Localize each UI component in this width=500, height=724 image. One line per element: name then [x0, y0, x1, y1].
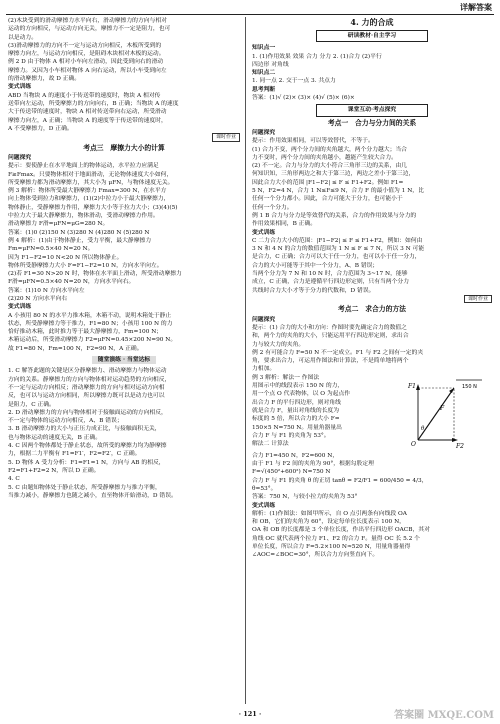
label-theta: θ — [421, 425, 425, 432]
text-line: 物体所受静摩擦力大小 F=F1−F2=10 N，方向水平向左。 — [8, 262, 163, 269]
text-line: 合力的大小可能等于其中一个分力，A、B 错误； — [252, 262, 379, 269]
practice-line: 3. B 滑动摩擦力的大小与正压力成正比，与接触面积无关， — [8, 426, 161, 433]
text-line: 木箱运动后，所受滑动摩擦力 F2=μFN=0.45×200 N=90 N。 — [8, 337, 177, 344]
label-f2: F2 — [456, 442, 464, 450]
text-line: 1. (1)作用效果 效果 合力 分力 2. (1)合力 (2)平行 — [252, 53, 382, 60]
text-line: 因此合力大小的范围 |F1−F2| ≤ F ≤ F1+F2。例如 F1= — [252, 179, 404, 186]
text-line: 合力 F1=450 N，F2=600 N， — [252, 452, 339, 459]
practice-line: 1. C 解答此题的关键是区分静摩擦力、滑动摩擦力与物体运动 — [8, 368, 167, 375]
variant-training-heading: 变式训练 — [252, 502, 276, 509]
text-line: 和 OB，它们的夹角为 60°，设定每单位长度表示 100 N， — [252, 519, 405, 526]
boxed-heading-class: 课堂互动·考点探究 — [316, 104, 428, 116]
text-line: F=√(450²+600²) N=750 N — [252, 469, 331, 476]
text-line: 150×5 N=750 N。用量角器量出 — [252, 424, 342, 431]
text-line: (2) 不一定。合力与分力的大小符合三角形三边的关系，由几 — [252, 163, 407, 170]
text-line: 状态，所受静摩擦力等于推力，F1=80 N；小孩用 100 N 的力 — [8, 320, 173, 327]
right-column — [252, 17, 492, 704]
scale-label: 150 N — [462, 383, 477, 390]
text-line: C 二力合力大小的范围：|F1−F2| ≤ F ≤ F1+F2，例如：如何由 — [252, 237, 423, 244]
practice-line: 4. C — [8, 476, 20, 483]
text-line: 答案：750 N，与较小拉力的夹角为 53° — [252, 494, 358, 501]
practice-line: 5. D 物体 A 受力分析：F1=F1=1 N，方向与 AB 的相反， — [8, 459, 165, 466]
text-line: A 不受摩擦力，D 正确。 — [8, 125, 73, 132]
text-line: Fm=μFN=0.5×40 N=20 N。 — [8, 246, 94, 253]
practice-line: 不一定与运动方向相反；滑动摩擦力的方向与相对运动方向相 — [8, 384, 165, 391]
text-line: 标度的 5 倍，所以合力的大小 F= — [252, 416, 340, 423]
text-line: 以是动力。 — [8, 34, 37, 41]
text-line: 物体静止，受静摩擦力作用，摩擦力大小等于拉力大小；(3)(4)(5) — [8, 204, 178, 211]
text-line: 向上物体受到拉力和摩擦力，(1)(2)中拉力小于最大静摩擦力， — [8, 196, 170, 203]
text-line: 答案：(1)0 (2)150 N (3)280 N (4)280 N (5)280 N — [8, 229, 150, 236]
text-line: 5 N，F2=4 N，合力 1 N≤F≤9 N，合力 F 的最小值为 1 N，比 — [252, 188, 424, 195]
header-label: 详解答案 — [460, 2, 492, 12]
text-line: 共线时合力大小才等于分力的代数和，D 错误。 — [252, 287, 375, 294]
text-line: 大于传送带的速度时，物块 A 相对传送带向右运动，所受滑动 — [8, 109, 167, 116]
header-rule — [6, 14, 494, 15]
text-line: 例 2 有可能合力 F=50 N 不一定成立。F1 与 F2 之间有一定的夹 — [252, 349, 424, 356]
practice-line: 也与物体运动的速度无关，B 正确。 — [8, 434, 102, 441]
variant-training-heading: 变式训练 — [8, 304, 32, 311]
think-judge-heading: 思考判断 — [252, 86, 276, 93]
text-line: A 小孩用 80 N 的水平力推木箱，木箱不动，说明木箱处于静止 — [8, 312, 172, 319]
text-line: 任何一个分力。 — [252, 204, 293, 211]
text-line: 角，要求出合力，可运用作图法和计算法，不是简单地将两个 — [252, 358, 409, 365]
text-line: 例 1 B 合力与分力是等效替代的关系，合力的作用效果与分力的 — [252, 212, 417, 219]
text-line: (2)20 N 方向水平向右 — [8, 296, 68, 302]
text-line: ABD 当物块 A 的速度小于传送带的速度时，物块 A 相对传 — [8, 92, 161, 99]
label-o: O — [411, 440, 416, 448]
practice-line: 5. C 由题知物体处于静止状态，所受静摩擦力与推力平衡， — [8, 484, 161, 491]
text-line: 由于 F1 与 F2 间的夹角为 90°，根据勾股定理 — [252, 461, 374, 468]
text-line: 成立，C 正确，合力是遵循平行四边形定则，只有当两个分力 — [252, 279, 409, 286]
example3-with-figure — [252, 374, 492, 452]
arrowhead — [416, 384, 420, 390]
text-line: 答案：(1)10 N 方向水平向左 — [8, 287, 85, 294]
variant-training-heading: 变式训练 — [8, 84, 32, 91]
text-line: θ=53°。 — [252, 485, 277, 492]
homework-tag: 课时作业 — [464, 295, 492, 304]
think-answer: 答案：(1)√ (2)× (3)× (4)√ (5)× (6)× — [252, 95, 355, 102]
text-line: 四边形 对角线 — [252, 61, 289, 68]
text-line: 出合力 F 的平行四边形，则对角线 — [252, 399, 341, 406]
homework-tag: 课时作业 — [212, 133, 240, 142]
force-parallelogram-figure — [396, 374, 486, 450]
text-line: 摩擦力向左，与运动方向相反，是阻碍木块相对木板的运动。 — [8, 51, 165, 58]
practice-line: 力，根据二力平衡有 F1=F1′，F2=F2′，C 正确。 — [8, 451, 141, 458]
page-number: · 121 · — [238, 710, 262, 718]
text-line: 摩擦力向左，A 正确；当物块 A 的速度等于传送带的速度时， — [8, 117, 167, 124]
text-line: 例 2 D 由于物体 A 相对小车向左滑动，因此受到向右的滑动 — [8, 59, 164, 66]
text-line: 故 F1=80 N，Fm=100 N，F2=90 N，A 正确。 — [8, 345, 143, 352]
knowledge-point-heading: 知识点二 — [252, 70, 276, 77]
practice-line: 2. D 滑动摩擦力的方向与物体相对于接触面运动的方向相反， — [8, 409, 167, 416]
resultant-force-arrow — [418, 388, 454, 440]
text-line: 1. 同一点 2. 交于一点 3. 共点力 — [252, 78, 336, 85]
boxed-heading-study: 研读教材·自主学习 — [316, 30, 428, 42]
text-line: 角线 OC 就代表两个拉力 F1、F2 的合力 F。量得 OC 长 5.2 个 — [252, 535, 420, 542]
text-line: 作用效果相同，B 正确。 — [252, 221, 317, 228]
text-line: 是合力，C 正确；合力可以大于任一分力，也可以小于任一分力， — [252, 254, 421, 261]
text-line: 所受摩擦力都为滑动摩擦力，其大小为 μFN，与物体速度无关。 — [8, 179, 174, 186]
text-line: (2)木块受到的滑动摩擦力水平向右，滑动摩擦力的方向与相对 — [8, 18, 167, 24]
text-line: 何知识知，三角形两边之和大于第三边，两边之差小于第三边， — [252, 171, 415, 178]
text-line: 恰好推动木箱，此时推力等于最大静摩擦力，Fm=100 N； — [8, 329, 163, 336]
text-line: 用图示中的线段表示 150 N 的力， — [252, 383, 344, 390]
text-line: 例 3 解析：物体所受最大静摩擦力 Fmax=300 N，在水平方 — [8, 188, 167, 195]
practice-line: 当推力减小，静摩擦力也随之减小，直至物体开始滑动，D 错误。 — [8, 492, 177, 499]
practice-line: F2=F1+F2=2 N，所以 D 正确。 — [8, 467, 100, 474]
text-line: 3 N 和 4 N 的合力的数值范围为 1 N ≤ F ≤ 7 N，所以 3 N 可能 — [252, 246, 425, 253]
chapter-title: 4. 力的合成 — [350, 17, 394, 27]
text-line: OA 和 OB 的长度都是 3 个单位长度，作出平行四边形 OACB，其对 — [252, 527, 430, 534]
text-line: 提示：(1) 合力的大小和方向：作图时要先确定合力的数值之 — [252, 325, 407, 331]
text-line: 因为 F1−F2=10 N<20 N 所以物体静止。 — [8, 254, 123, 261]
text-line: 提示：作用效果相同，可以等效替代，不等于。 — [252, 138, 374, 145]
practice-line: 反，也可以与运动方向相同，所以摩擦力既可以是动力也可以 — [8, 393, 165, 400]
text-line: 合力 F 与 F1 的夹角 θ 的正切 tanθ = F2/F1 = 600/450 = 4/3， — [252, 477, 428, 484]
label-f: F — [440, 404, 445, 412]
inquiry-heading: 问题探究 — [252, 316, 276, 323]
inquiry-heading: 问题探究 — [252, 129, 276, 136]
text-line: 中拉力大于最大静摩擦力，物体滑动，受滑动摩擦力作用。 — [8, 213, 159, 220]
text-line: 送带向左运动，所受摩擦力的方向向右，B 正确；当物块 A 的速度 — [8, 100, 179, 107]
text-line: 当两个分力为 7 N 和 10 N 时，合力范围为 3~17 N，能够 — [252, 271, 408, 278]
text-line: 单位长度，所以合力 F=5.2×100 N≈520 N，用量角器量得 — [252, 544, 411, 551]
section-heading-kp2: 考点二 求合力的方法 — [338, 305, 406, 314]
text-line: 例 3 解析：解法一 作图法 — [252, 374, 320, 381]
text-line: 解析：(1)作图法：如图甲所示，自 O 点引两条有向线段 OA — [252, 510, 407, 517]
practice-line: 是阻力，C 正确。 — [8, 401, 55, 408]
text-line: 摩擦力。又因为小车相对物体 A 向右运动，所以小车受到向左 — [8, 67, 167, 74]
label-f1: F1 — [408, 382, 416, 390]
variant-training-heading: 变式训练 — [252, 229, 276, 236]
text-line: (1) 合力不变，两个分力间的夹角越大，两个分力越大；当合 — [252, 146, 407, 153]
text-line: (2)若 F1=30 N>20 N 时，物体在水平面上滑动，所受滑动摩擦力 — [8, 271, 182, 278]
text-line: 和，两个力的夹角的大小，只能运用平行四边形定则，求出合 — [252, 333, 409, 340]
inquiry-heading: 问题探究 — [8, 154, 32, 161]
left-column — [8, 17, 240, 704]
text-line: F≥Fmax。只要物体相对于地面滑动，无论物体速度大小如何， — [8, 171, 173, 178]
practice-heading: 随堂演练 · 当堂达标 — [92, 356, 156, 364]
text-line: 滑动摩擦力 F滑=μFN=μG=280 N。 — [8, 221, 109, 228]
text-line: F滑=μFN=0.5×40 N=20 N，方向水平向右。 — [8, 279, 135, 286]
left-intro — [8, 17, 240, 83]
text-line: 用一个点 O 代表物体，以 O 为起点作 — [252, 391, 351, 398]
text-line: 的滑动摩擦力，故 D 正确。 — [8, 76, 81, 83]
text-line: 合力 F 与 F1 的夹角为 53°。 — [252, 432, 330, 439]
text-line: 就是合力 F，量出对角线的长度为 — [252, 407, 340, 414]
practice-line: 不一定与物体的运动方向相反，A、B 错误； — [8, 418, 123, 425]
practice-line: 方向的关系。静摩擦力的方向与物体相对运动趋势的方向相反， — [8, 376, 171, 383]
text-line: 运动的方向相反，与运动方向无关，摩擦力不一定是阻力，也可 — [8, 26, 171, 33]
arrowhead — [452, 438, 458, 442]
section-heading-kp3: 考点三 摩擦力大小的计算 — [83, 143, 165, 152]
text-line: 解法二 计算法 — [252, 441, 289, 448]
text-line: 任何一个分力都小。因此，合力可能大于分力，也可能小于 — [252, 196, 403, 203]
section-heading-kp1: 考点一 合力与分力间的关系 — [327, 118, 417, 127]
text-line: 力相加。 — [252, 366, 276, 373]
text-line: (3)滑动摩擦力的方向不一定与运动方向相反，木板所受到的 — [8, 42, 162, 49]
text-line: ∠AOC=∠BOC=30°，所以合力方向竖直向下。 — [252, 552, 379, 559]
practice-line: 4. C 因两个物体都处于静止状态，故所受的摩擦力均为静摩擦 — [8, 443, 167, 450]
knowledge-point-heading: 知识点一 — [252, 45, 276, 52]
text-line: 力与较大力的夹角。 — [252, 341, 305, 348]
text-line: 例 4 解析：(1)由于物体静止，受力平衡，最大静摩擦力 — [8, 237, 152, 244]
arrowhead — [449, 388, 454, 393]
watermark-logo: 答案圈 MXQE.COM — [394, 710, 494, 721]
text-line: 提示：要使静止在水平地面上的物体运动，水平拉力应满足 — [8, 163, 159, 170]
column-divider — [245, 17, 246, 704]
text-line: 力不变时，两个分力间的夹角越小，越能产生较大合力。 — [252, 154, 397, 161]
